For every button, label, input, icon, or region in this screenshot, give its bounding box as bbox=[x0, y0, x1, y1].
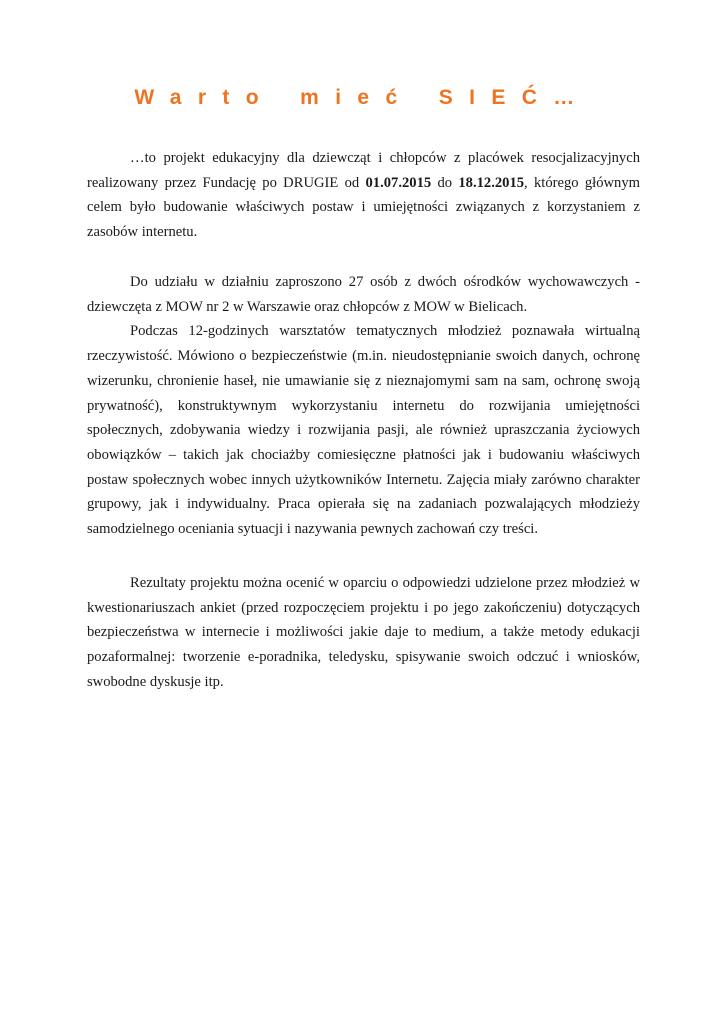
paragraph-results bbox=[87, 571, 640, 695]
title-word-3: SIEĆ… bbox=[438, 86, 591, 109]
title-word-2: mieć bbox=[300, 86, 414, 109]
paragraph-participants: Do udziału w działniu zaproszono 27 osób z dwóch ośrodków wychowawczych - dziewczęta z MOW nr 2 w Warszawie oraz chłopców z MOW w Bielicach. bbox=[87, 274, 640, 315]
intro-text-between: do bbox=[431, 174, 459, 191]
document-title bbox=[0, 86, 725, 110]
title-word-1: Warto bbox=[134, 86, 275, 109]
paragraph-workshops: Podczas 12-godzinych warsztatów tematycznych młodzież poznawała wirtualną rzeczywistość. Mówiono o bezpieczeństwie (m.in. nieudostępnianie swoich danych, ochronę wizerunku, chronienie haseł, nie umawianie się z nieznajomymi sam na sam, ochronę swoją prywatność), konstruktywnym wykorzystaniu internetu do rozwijania umiejętności społecznych, zdobywania wiedzy i rozwijania pasji, ale również upraszczania życiowych obowiązków – takich jak chociażby comiesięczne płatności jak i budowaniu właściwych postaw społecznych wobec innych użytkowników Internetu. Zajęcia miały zarówno charakter grupowy, jak i indywidualny. Praca opierała się na zadaniach pozwalających młodzieży samodzielnego oceniania sytuacji i nazywania pewnych zachowań czy treści. bbox=[87, 323, 640, 538]
intro-text-end: , którego głównym celem było budowanie właściwych postaw i umiejętności związanych z korzystaniem z zasobów internetu. bbox=[87, 174, 640, 241]
paragraph-group-middle bbox=[87, 270, 640, 542]
intro-text-start: …to projekt edukacyjny dla dziewcząt i chłopców z placówek resocjalizacyjnych realizowany przez Fundację po DRUGIE od bbox=[87, 150, 640, 191]
paragraph-intro bbox=[87, 146, 640, 245]
end-date: 18.12.2015 bbox=[458, 174, 525, 191]
start-date: 01.07.2015 bbox=[365, 174, 432, 191]
paragraph-intro-text bbox=[87, 146, 640, 245]
paragraph-results-text: Rezultaty projektu można ocenić w oparciu o odpowiedzi udzielone przez młodzież w kwestionariuszach ankiet (przed rozpoczęciem projektu i po jego zakończeniu) dotyczących bezpieczeństwa w internecie i możliwości jakie daje to medium, a także metody edukacji pozaformalnej: tworzenie e-poradnika, teledysku, spisywanie swoich odczuć i wniosków, swobodne dyskusje itp. bbox=[87, 575, 640, 690]
